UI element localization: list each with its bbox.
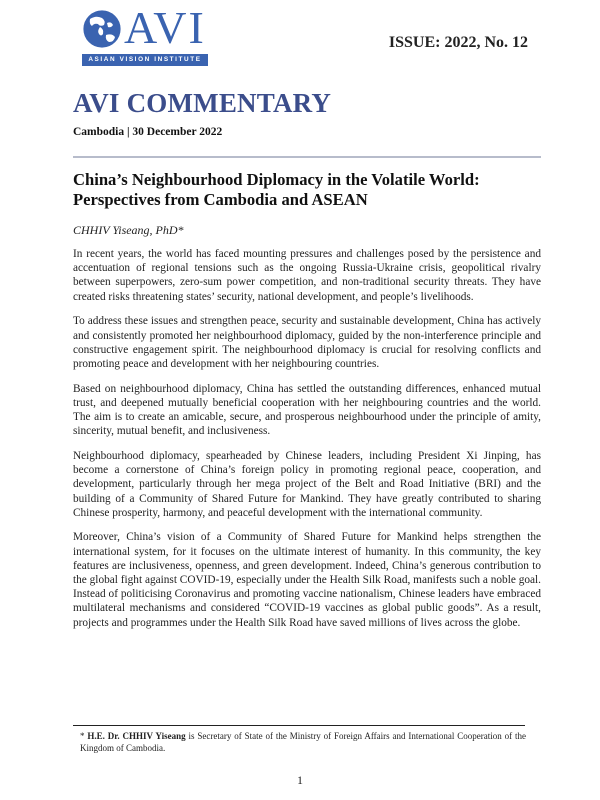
article-title-line-1: China’s Neighbourhood Diplomacy in the Volatile World: [73,170,480,189]
paragraph: In recent years, the world has faced mounting pressures and challenges posed by the persistence and accentuation of regional tensions such as the ongoing Russia-Ukraine crisis, geopolitical rivalry between superpowers, zero-sum power competition, and non-traditional security threats. They have created risks threatening states’ security, national development, and people’s livelihoods. [73,248,541,303]
paragraph: Moreover, China’s vision of a Community of Shared Future for Mankind helps strengthen the international system, for it focuses on the ultimate interest of humanity. In this community, the key features are inclusiveness, openness, and green development. Indeed, China’s generous contribution to the global fight against COVID-19, especially under the Health Silk Road, manifests such a noble goal. Instead of politicising Coronavirus and promoting vaccine nationalism, Chinese leaders have embraced multilateral mechanisms and considered “COVID-19 vaccines as global public goods”. As a result, projects and programmes under the Health Silk Road have saved millions of lives across the globe. [73,531,541,629]
footnote-text: is Secretary of State of the Ministry of Foreign Affairs and International Cooperation of the Kingdom of Cambodia. [80,731,526,753]
paragraph: Neighbourhood diplomacy, spearheaded by Chinese leaders, including President Xi Jinping, has become a cornerstone of China’s foreign policy in promoting regional peace, cooperation, and development, particularly through her mega project of the Belt and Road Initiative (BRI) and the building of a Community of Shared Future for Mankind. They have greatly contributed to sharing Chinese prosperity, harmony, and peaceful development with the international community. [73,449,541,519]
globe-icon [82,9,122,49]
dateline: Cambodia | 30 December 2022 [73,126,223,138]
page-number: 1 [297,773,303,787]
footnote-marker: * [80,731,88,741]
issue-number: ISSUE: 2022, No. 12 [388,34,528,51]
footnote-author-name: H.E. Dr. CHHIV Yiseang [87,731,186,741]
paragraph: To address these issues and strengthen peace, security and sustainable development, China has actively and consistently promoted her neighbourhood diplomacy, guided by the non-interference principle and constructive engagement spirit. The neighbourhood diplomacy is crucial for resolving conflicts and promoting peace and development with her neighbouring countries. [73,315,541,370]
article-title [73,170,543,210]
logo-tagline: ASIAN VISION INSTITUTE [82,54,208,66]
header-divider [73,156,541,158]
paragraph: Based on neighbourhood diplomacy, China has settled the outstanding differences, enhanced mutual trust, and deepened mutually beneficial cooperation with her neighbouring countries and the world. The aim is to create an amicable, secure, and prosperous neighbourhood under the principle of amity, sincerity, mutual benefit, and inclusiveness. [73,382,541,438]
author-byline: CHHIV Yiseang, PhD* [73,223,184,237]
footnote-divider [73,725,525,726]
footnote [80,730,526,754]
series-title: AVI COMMENTARY [73,88,332,118]
article-title-line-2: Perspectives from Cambodia and ASEAN [73,190,368,209]
avi-logo [82,2,208,67]
logo-wordmark: AVI [124,2,206,53]
article-body [73,247,541,640]
